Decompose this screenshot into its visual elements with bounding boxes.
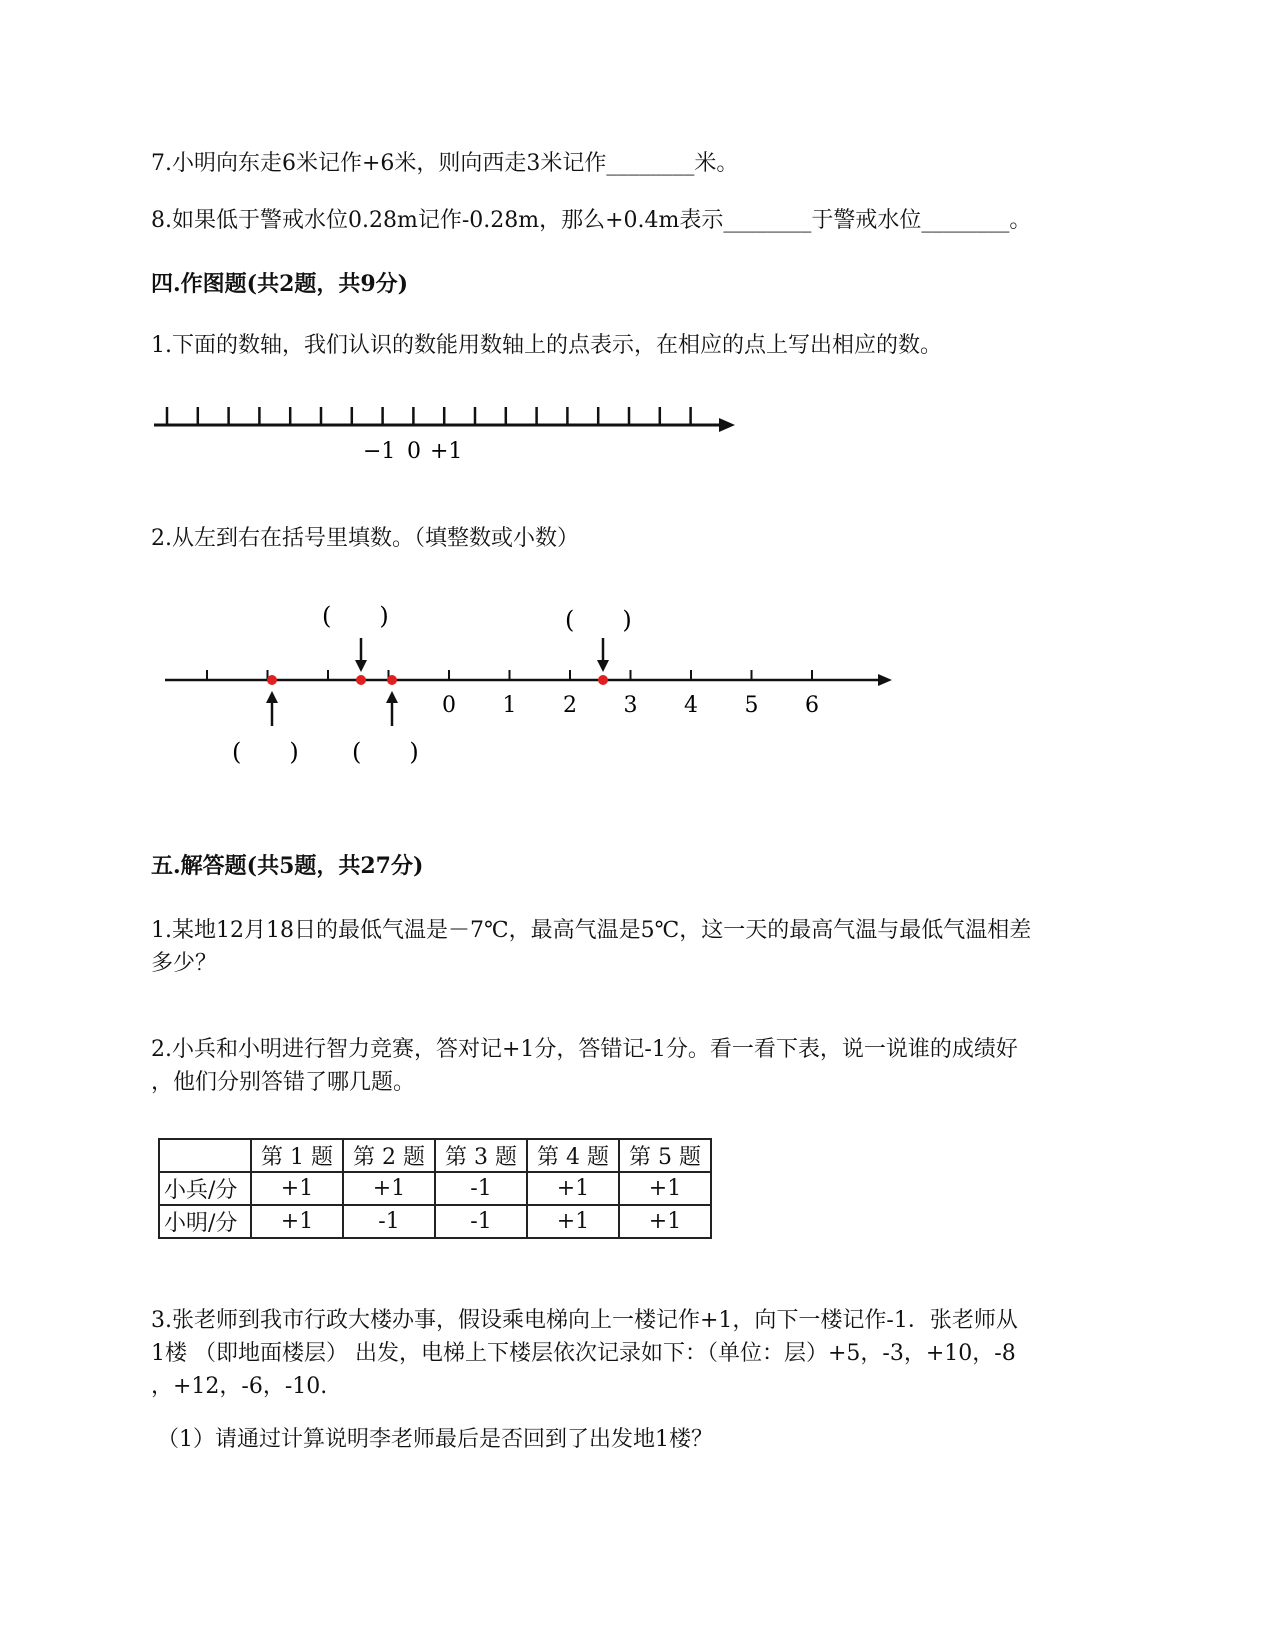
table-header-cell: 第 4 题	[527, 1139, 619, 1172]
answer-bracket[interactable]: ( )	[565, 606, 632, 634]
table-cell: +1	[251, 1172, 343, 1205]
question-line: ，他们分别答错了哪几题。	[151, 1070, 416, 1095]
answer-bracket[interactable]: ( )	[232, 738, 299, 766]
table-cell: +1	[619, 1172, 711, 1205]
table-row	[159, 1172, 711, 1205]
section-5-question-3	[151, 1304, 1131, 1403]
table-row-label: 小明/分	[159, 1205, 251, 1238]
marked-point	[598, 675, 608, 685]
section-4-question-1: 1.下面的数轴，我们认识的数能用数轴上的点表示，在相应的点上写出相应的数。	[151, 333, 942, 358]
down-arrow-icon	[355, 660, 367, 672]
up-arrow-icon	[386, 691, 398, 703]
table-header-cell	[159, 1139, 251, 1172]
marked-point	[356, 675, 366, 685]
answer-blank[interactable]: ________	[606, 151, 695, 176]
table-row-label: 小兵/分	[159, 1172, 251, 1205]
question-8-suffix: 。	[1009, 208, 1032, 233]
section-5-title: 五.解答题(共5题，共27分)	[151, 853, 424, 879]
table-header-cell: 第 2 题	[343, 1139, 435, 1172]
section-5-question-1	[151, 914, 1131, 980]
axis-label-0: 0	[407, 439, 421, 464]
table-row	[159, 1205, 711, 1238]
axis-label: 2	[563, 693, 577, 718]
table-cell: -1	[343, 1205, 435, 1238]
table-cell: +1	[619, 1205, 711, 1238]
table-header-cell: 第 5 题	[619, 1139, 711, 1172]
score-table	[158, 1138, 712, 1239]
number-line-2	[165, 602, 892, 766]
marked-point	[267, 675, 277, 685]
answer-bracket[interactable]: ( )	[322, 602, 389, 630]
tick-marks	[207, 670, 812, 680]
axis-label: 4	[684, 693, 698, 718]
question-8-text: 8.如果低于警戒水位0.28m记作-0.28m，那么+0.4m表示	[151, 208, 724, 233]
axis-label-plus-1: +1	[430, 439, 463, 464]
question-8-middle: 于警戒水位	[811, 208, 922, 233]
marked-point	[387, 675, 397, 685]
down-arrow-icon	[597, 660, 609, 672]
question-7-text: 7.小明向东走6米记作+6米，则向西走3米记作	[151, 151, 607, 176]
section-4-title: 四.作图题(共2题，共9分)	[151, 271, 409, 297]
axis-label: 3	[623, 693, 638, 718]
up-arrow-icon	[266, 691, 278, 703]
question-line: 1.某地12月18日的最低气温是－7℃，最高气温是5℃，这一天的最高气温与最低气温相差	[151, 918, 1032, 943]
table-cell: +1	[343, 1172, 435, 1205]
answer-blank[interactable]: ________	[723, 208, 812, 233]
question-line: 多少？	[151, 951, 218, 976]
section-5-question-2	[151, 1033, 1131, 1099]
tick-marks	[167, 407, 691, 425]
answer-blank[interactable]: ________	[921, 208, 1010, 233]
axis-arrow	[719, 418, 735, 432]
question-line: 2.小兵和小明进行智力竞赛，答对记+1分，答错记-1分。看一看下表，说一说谁的成绩好	[151, 1037, 1018, 1062]
axis-arrow	[878, 674, 892, 686]
axis-label: 0	[442, 693, 456, 718]
axis-label: 5	[744, 693, 759, 718]
table-cell: -1	[435, 1205, 527, 1238]
axis-label: 1	[502, 693, 517, 718]
table-header-cell: 第 3 题	[435, 1139, 527, 1172]
table-cell: -1	[435, 1172, 527, 1205]
question-line: 1楼 （即地面楼层） 出发，电梯上下楼层依次记录如下：（单位：层）+5，-3，+10，-8	[151, 1341, 1016, 1366]
table-cell: +1	[527, 1205, 619, 1238]
axis-label: 6	[805, 693, 819, 718]
number-line-1	[154, 407, 735, 464]
table-header-row	[159, 1139, 711, 1172]
table-cell: +1	[527, 1172, 619, 1205]
section-4-question-2: 2.从左到右在括号里填数。（填整数或小数）	[151, 526, 579, 551]
question-7-suffix: 米。	[694, 151, 739, 176]
question-line: ，+12，-6，-10.	[151, 1374, 328, 1399]
axis-label-minus-1: −1	[363, 439, 396, 464]
section-5-question-3-part-1: （1）请通过计算说明李老师最后是否回到了出发地1楼？	[157, 1427, 713, 1452]
answer-bracket[interactable]: ( )	[352, 738, 419, 766]
axis-labels	[442, 693, 819, 718]
table-header-cell: 第 1 题	[251, 1139, 343, 1172]
question-line: 3.张老师到我市行政大楼办事，假设乘电梯向上一楼记作+1，向下一楼记作-1．张老师从	[151, 1308, 1018, 1333]
table-cell: +1	[251, 1205, 343, 1238]
